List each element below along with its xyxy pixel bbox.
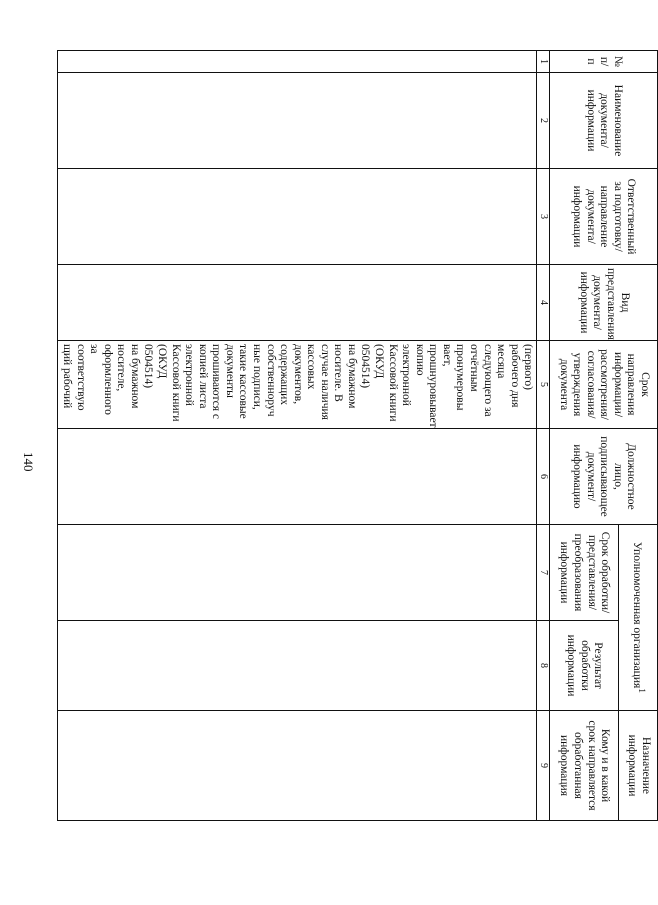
header-deadline: Срок направления информации/ рассмотрения/ согласования/ утверждения документа: [550, 341, 658, 429]
column-number: 5: [537, 341, 550, 429]
cell-number: [57, 51, 537, 73]
header-responsible: Ответственный за подготовку/ направление документа/ информации: [550, 169, 658, 265]
column-number: 4: [537, 265, 550, 341]
cell-deadline: (первого) рабочего дня месяца следующего за отчётным пронумеровы вает, прошнуровывает копию электронной Кассовой книги (ОКУД 0504514) на бумажном носителе. В случае наличия кассовых документов, содержащих собственноруч ные подписи, такие кассовые документы прошиваются с копией листа электронной Кассовой книги (ОКУД 0504514) на бумажном носителе, оформленного за соответствую щий рабочий: [57, 341, 537, 429]
column-number: 7: [537, 525, 550, 621]
cell-presentation-type: [57, 265, 537, 341]
cell-responsible: [57, 169, 537, 265]
cell-processing-result: [57, 621, 537, 711]
header-processing-result: Результат обработки информации: [550, 621, 619, 711]
footnote-mark: 1: [635, 688, 647, 694]
cell-document-name: [57, 73, 537, 169]
header-row-top: [619, 51, 658, 821]
table-row: [57, 51, 537, 821]
column-number: 2: [537, 73, 550, 169]
cell-signatory: [57, 429, 537, 525]
header-document-name: Наименование документа/ информации: [550, 73, 658, 169]
header-authorized-organization: Уполномоченная организация$^1$: [619, 525, 658, 711]
cell-recipient: [57, 711, 537, 821]
header-presentation-type: Вид представления документа/ информации: [550, 265, 658, 341]
header-recipient: Кому и в какой срок направляется обработанная информация: [550, 711, 619, 821]
column-number: 9: [537, 711, 550, 821]
page-number: 140: [21, 452, 36, 472]
column-number: 1: [537, 51, 550, 73]
document-table-sheet: [61, 50, 658, 820]
column-number: 8: [537, 621, 550, 711]
information-flow-table: [57, 50, 658, 821]
column-number: 3: [537, 169, 550, 265]
header-number: № п/п: [550, 51, 658, 73]
column-number-row: [537, 51, 550, 821]
cell-processing-deadline: [57, 525, 537, 621]
header-processing-deadline: Срок обработки/ представления/ преобразования информации: [550, 525, 619, 621]
column-number: 6: [537, 429, 550, 525]
header-purpose-group: Назначение информации: [619, 711, 658, 821]
header-signatory: Должностное лицо, подписывающее документ/ информацию: [550, 429, 658, 525]
